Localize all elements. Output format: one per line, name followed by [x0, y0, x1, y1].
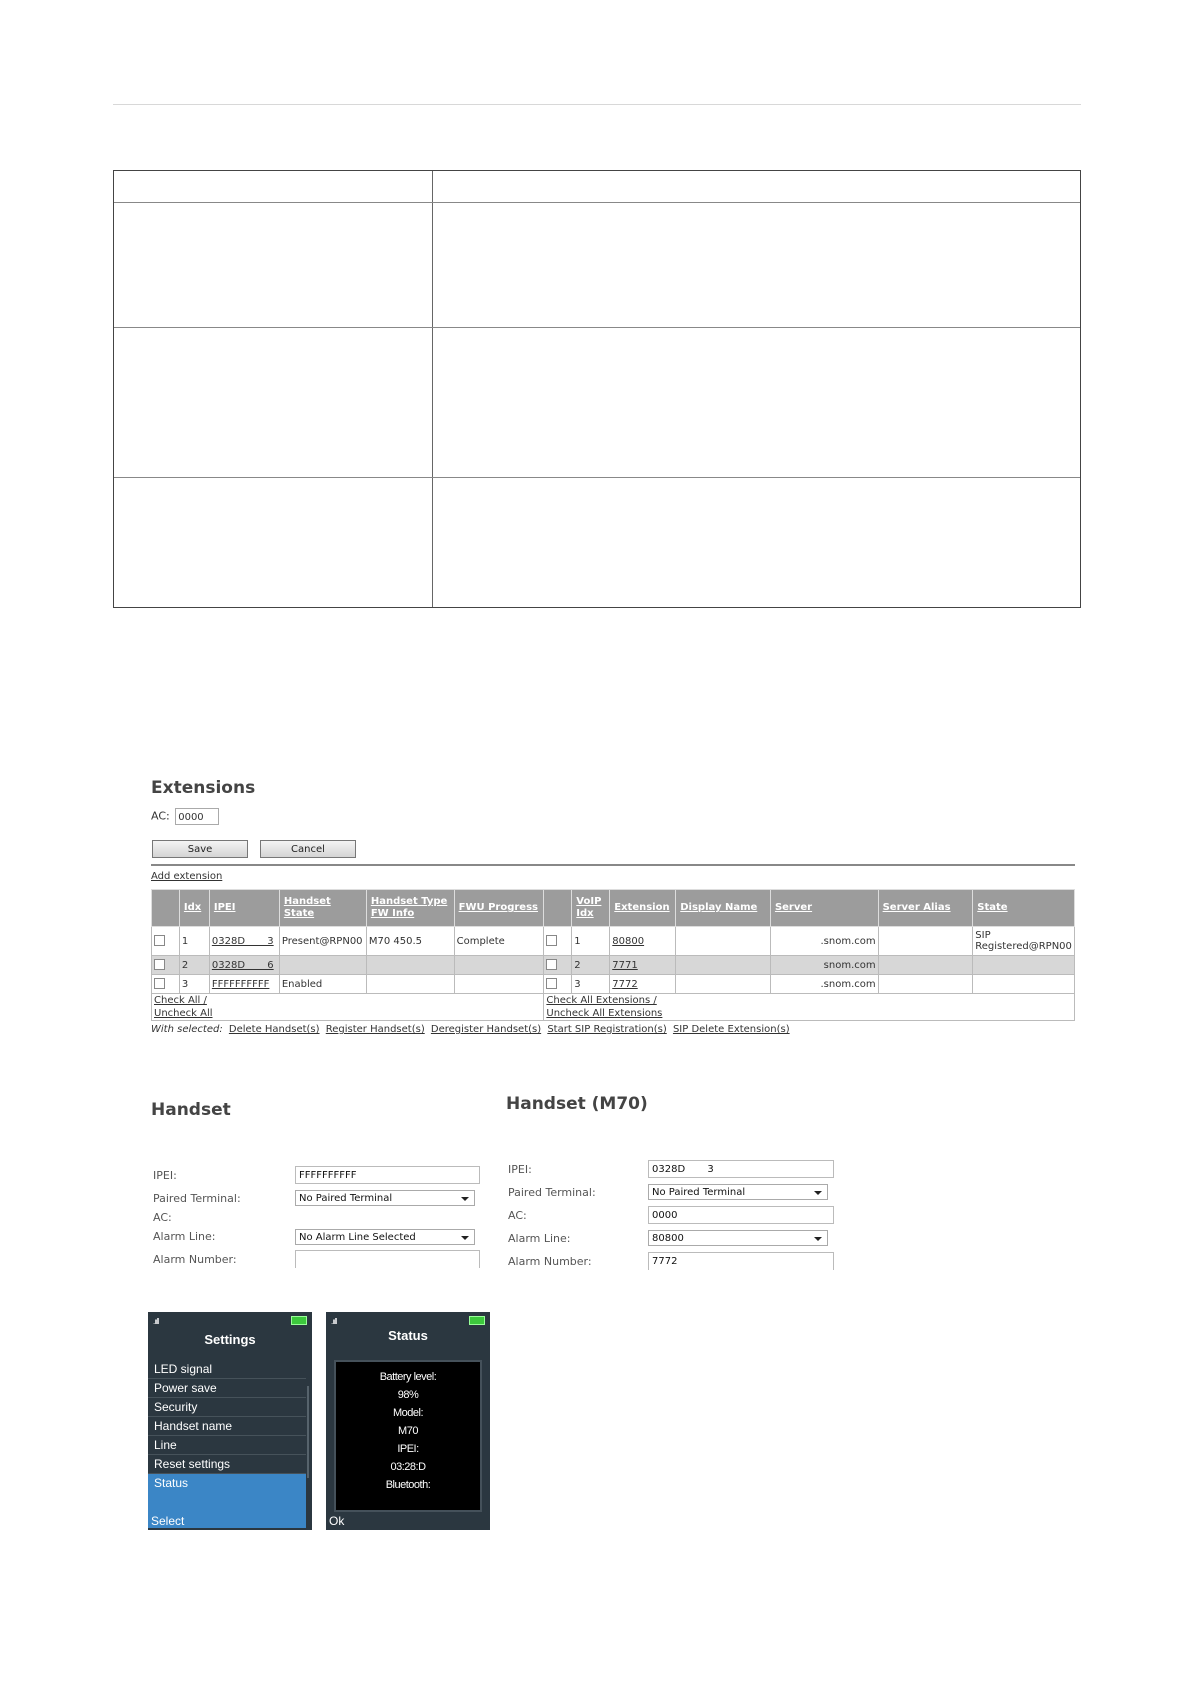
extension-check-links	[544, 994, 1075, 1021]
cell-server-alias	[878, 975, 973, 994]
cell-handset-type: M70 450.5	[366, 927, 454, 956]
cell-ipei[interactable]: FFFFFFFFFF	[209, 975, 279, 994]
page-header-rule	[113, 104, 1081, 105]
ipei-value: 03:28:D	[390, 1461, 426, 1473]
signal-icon: .ııll	[331, 1317, 337, 1326]
screen-title: Settings	[204, 1332, 256, 1347]
paired-terminal-value: No Paired Terminal	[299, 1193, 393, 1204]
status-info-box	[334, 1360, 482, 1512]
register-handsets-link[interactable]: Register Handset(s)	[325, 1024, 425, 1035]
alarm-number-label: Alarm Number:	[508, 1255, 592, 1268]
handset-check-links	[152, 994, 544, 1021]
cell-display-name	[676, 956, 771, 975]
check-all-extensions-link[interactable]: Check All Extensions /	[546, 995, 657, 1006]
menu-item-power-save[interactable]: Power save	[148, 1379, 306, 1398]
header-select	[152, 890, 180, 927]
signal-icon: .ııll	[153, 1317, 159, 1326]
header-idx[interactable]: Idx	[179, 890, 209, 927]
cell-server: .snom.com	[770, 927, 878, 956]
start-sip-registration-link[interactable]: Start SIP Registration(s)	[547, 1024, 667, 1035]
battery-level-label: Battery level:	[379, 1371, 437, 1383]
alarm-number-field[interactable]: 7772	[648, 1252, 834, 1270]
delete-handsets-link[interactable]: Delete Handset(s)	[228, 1024, 320, 1035]
header-display-name[interactable]: Display Name	[676, 890, 771, 927]
alarm-line-value: 80800	[652, 1233, 684, 1244]
settings-menu	[148, 1360, 306, 1528]
cell-handset-state: Present@RPN00	[279, 927, 366, 956]
header-fwu-progress[interactable]: FWU Progress	[454, 890, 544, 927]
cell-extension[interactable]: 80800	[610, 927, 676, 956]
paired-terminal-select[interactable]	[295, 1190, 475, 1206]
uncheck-all-extensions-link[interactable]: Uncheck All Extensions	[546, 1008, 663, 1019]
table-column-divider	[432, 171, 433, 607]
table-row-divider	[114, 477, 1080, 478]
cell-ipei[interactable]: 0328D 6	[209, 956, 279, 975]
cell-handset-state: Enabled	[279, 975, 366, 994]
paired-terminal-value: No Paired Terminal	[652, 1187, 746, 1198]
scrollbar[interactable]	[307, 1386, 309, 1478]
ac-input[interactable]: 0000	[175, 808, 219, 825]
alarm-line-select[interactable]	[648, 1230, 828, 1246]
header-select-ext	[544, 890, 572, 927]
cell-extension[interactable]: 7772	[610, 975, 676, 994]
with-selected-label: With selected:	[151, 1024, 223, 1035]
header-extension[interactable]: Extension	[610, 890, 676, 927]
document-table	[113, 170, 1081, 608]
cell-fwu-progress	[454, 975, 544, 994]
cell-voip-idx: 3	[572, 975, 610, 994]
ipei-label: IPEI:	[153, 1169, 177, 1182]
menu-item-security[interactable]: Security	[148, 1398, 306, 1417]
row-ext-checkbox[interactable]	[544, 956, 572, 975]
table-row	[152, 975, 1075, 994]
cell-ipei[interactable]: 0328D 3	[209, 927, 279, 956]
cell-idx: 2	[179, 956, 209, 975]
header-handset-type[interactable]: Handset Type FW Info	[366, 890, 454, 927]
cell-idx: 3	[179, 975, 209, 994]
header-ipei[interactable]: IPEI	[209, 890, 279, 927]
alarm-line-label: Alarm Line:	[153, 1230, 216, 1243]
battery-icon	[291, 1316, 307, 1325]
row-ext-checkbox[interactable]	[544, 975, 572, 994]
model-label: Model:	[392, 1407, 424, 1419]
ac-row	[151, 808, 219, 825]
alarm-line-select[interactable]	[295, 1229, 475, 1245]
cell-fwu-progress: Complete	[454, 927, 544, 956]
cell-handset-type	[366, 956, 454, 975]
ac-field[interactable]: 0000	[648, 1206, 834, 1224]
cell-server: snom.com	[770, 956, 878, 975]
menu-item-status[interactable]: Status	[148, 1474, 306, 1528]
alarm-number-field[interactable]	[295, 1250, 480, 1268]
check-all-link[interactable]: Check All /	[154, 995, 207, 1006]
deregister-handsets-link[interactable]: Deregister Handset(s)	[430, 1024, 542, 1035]
extensions-title: Extensions	[151, 778, 256, 798]
chevron-down-icon	[461, 1197, 469, 1201]
ipei-label: IPEI:	[508, 1163, 532, 1176]
cancel-button[interactable]: Cancel	[260, 840, 356, 858]
cell-voip-idx: 1	[572, 927, 610, 956]
cell-server-alias	[878, 927, 973, 956]
model-value: M70	[398, 1425, 418, 1437]
header-handset-state[interactable]: Handset State	[279, 890, 366, 927]
cell-state	[973, 975, 1075, 994]
paired-terminal-label: Paired Terminal:	[153, 1192, 241, 1205]
ok-softkey[interactable]: Ok	[329, 1514, 345, 1528]
menu-item-reset-settings[interactable]: Reset settings	[148, 1455, 306, 1474]
cell-idx: 1	[179, 927, 209, 956]
ipei-field[interactable]: 0328D 3	[648, 1160, 834, 1178]
cell-display-name	[676, 927, 771, 956]
extensions-table	[151, 889, 1075, 1021]
cell-extension[interactable]: 7771	[610, 956, 676, 975]
row-ext-checkbox[interactable]	[544, 927, 572, 956]
header-state[interactable]: State	[973, 890, 1075, 927]
battery-level-value: 98%	[397, 1389, 419, 1401]
screen-title: Status	[388, 1328, 428, 1343]
ac-label: AC:	[151, 809, 170, 823]
extensions-divider	[151, 864, 1075, 866]
battery-icon	[469, 1316, 485, 1325]
header-voip-idx[interactable]: VoIP Idx	[572, 890, 610, 927]
header-server[interactable]: Server	[770, 890, 878, 927]
chevron-down-icon	[814, 1191, 822, 1195]
cell-server-alias	[878, 956, 973, 975]
table-row-divider	[114, 327, 1080, 328]
header-server-alias[interactable]: Server Alias	[878, 890, 973, 927]
alarm-line-label: Alarm Line:	[508, 1232, 571, 1245]
menu-item-handset-name[interactable]: Handset name	[148, 1417, 306, 1436]
handset-m70-title: Handset (M70)	[506, 1094, 648, 1114]
cell-voip-idx: 2	[572, 956, 610, 975]
paired-terminal-label: Paired Terminal:	[508, 1186, 596, 1199]
chevron-down-icon	[814, 1237, 822, 1241]
table-row	[152, 956, 1075, 975]
handset-title: Handset	[151, 1100, 231, 1120]
cell-handset-state	[279, 956, 366, 975]
phone-status-screen	[326, 1312, 490, 1530]
table-row-divider	[114, 202, 1080, 203]
cell-fwu-progress	[454, 956, 544, 975]
ac-label: AC:	[153, 1211, 172, 1224]
row-checkbox[interactable]	[152, 975, 180, 994]
cell-state: SIP Registered@RPN00	[973, 927, 1075, 956]
with-selected-bar	[151, 1024, 790, 1035]
cell-display-name	[676, 975, 771, 994]
menu-item-line[interactable]: Line	[148, 1436, 306, 1455]
ipei-label: IPEI:	[397, 1443, 419, 1455]
row-checkbox[interactable]	[152, 927, 180, 956]
table-footer-row	[152, 994, 1075, 1021]
table-row	[152, 927, 1075, 956]
cell-server: .snom.com	[770, 975, 878, 994]
save-button[interactable]: Save	[152, 840, 248, 858]
phone-settings-screen	[148, 1312, 312, 1530]
sip-delete-extension-link[interactable]: SIP Delete Extension(s)	[672, 1024, 790, 1035]
select-softkey[interactable]: Select	[151, 1514, 185, 1528]
cell-handset-type	[366, 975, 454, 994]
uncheck-all-link[interactable]: Uncheck All	[154, 1008, 213, 1019]
ipei-field[interactable]: FFFFFFFFFF	[295, 1166, 480, 1184]
alarm-line-value: No Alarm Line Selected	[299, 1232, 416, 1243]
chevron-down-icon	[461, 1236, 469, 1240]
table-header-row	[152, 890, 1075, 927]
alarm-number-label: Alarm Number:	[153, 1253, 237, 1266]
menu-item-led-signal[interactable]: LED signal	[148, 1360, 306, 1379]
ac-label: AC:	[508, 1209, 527, 1222]
add-extension-link[interactable]: Add extension	[151, 871, 223, 882]
bluetooth-label: Bluetooth:	[385, 1479, 431, 1491]
row-checkbox[interactable]	[152, 956, 180, 975]
paired-terminal-select[interactable]	[648, 1184, 828, 1200]
cell-state	[973, 956, 1075, 975]
